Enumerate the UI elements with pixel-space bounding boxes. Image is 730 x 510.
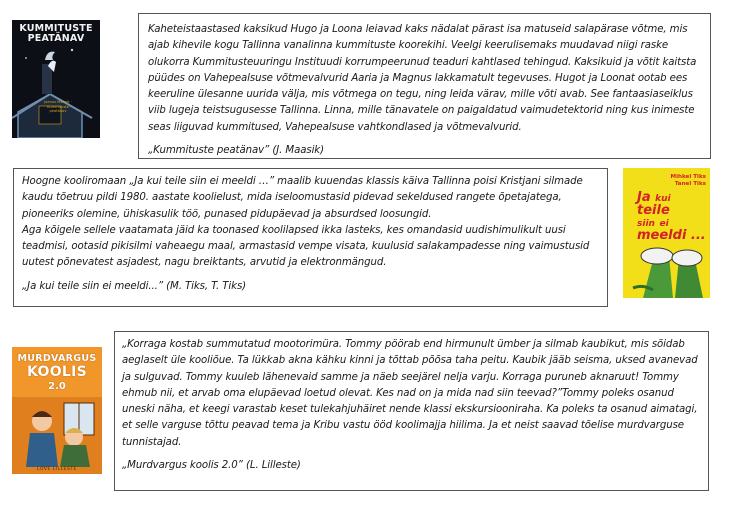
cover-title: 2.0: [48, 381, 66, 392]
book-source: „Ja kui teile siin ei meeldi...” (M. Tiks, T. Tiks): [22, 280, 247, 292]
book-description-box: [114, 331, 709, 491]
book-source: „Kummituste peatänav” (J. Maasik): [148, 145, 324, 157]
cover-title: Ja kui teile siin ei meeldi ...: [637, 190, 706, 243]
cover-title: MURDVARGUS: [17, 353, 97, 364]
book-description: Aga kõigele sellele vaatamata jäid ka toonased koolilapsed ikka lasteks, kes omandasid uudishimulikult uusi teadmisi, ootasid pikisilmi vaheaegu maal, armastasid vempe visata, kuulusid salakampadesse ning vaimustusid uutest põnevatest asjadest, nagu breiktants, arvutid ja elektronmängud.: [22, 224, 590, 269]
book-cover-ja-kui-teile-siin-ei-meeldi: [623, 168, 710, 298]
book-description: „Korraga kostab summutatud mootorimüra. Tommy pöörab end hirmunult ümber ja silmab kaubikut, mis sõidab aeglaselt üle kooliõue. Ta lükkab akna kähku kinni ja tõttab põõsa taha peitu. Kaubik jääb seisma, uksed avanevad ja sulguvad. Tommy kuuleb lähenevaid samme ja näeb seejärel nelja varju. Korraga puruneb aknaruut! Tommy ehmub nii, et arvab oma elupäevad loetud olevat. Kes nad on ja mida nad siin teevad?”Tommy poleks osanud uneski näha, et keegi varastab keset tulekahjuhäiret nende klassi ekskursiooniraha. Ka poleks ta osanud aimatagi, et selle varguse tõttu peavad tema ja Kribu vastu ööd koolimajja hiilima. Ja et neist saavad tõelise murdvarguse tunnistajad.: [122, 339, 698, 448]
book-description: Hoogne kooliromaan „Ja kui teile siin ei meeldi …” maalib kuuendas klassis käiva Tallinna poisi Kristjani silmade kaudu tõetruu pildi 1980. aastate koolielust, mida iseloomustasid pidevad sekeldused rangete õpetajatega, pioneeriks olemine, ühiskasulik töö, punased pidupäevad ja absurdsed loosungid.: [22, 176, 583, 220]
book-description-box: [13, 168, 608, 307]
cover-authors: Mihkel Tiks Tanel Tiks: [670, 174, 706, 187]
book-cover-kummituste-peatanav: [12, 20, 100, 138]
cover-author: Jaanus Maasik · Kummituste peatänav: [44, 100, 72, 113]
book-description: Kaheteistaastased kaksikud Hugo ja Loona leiavad kaks nädalat pärast isa matuseid salapärase võtme, mis ajab kihevile kogu Tallinna vanalinna kummituste koorekihi. Veelgi keerulisemaks muudavad niigi raske olukorra Kummitusteuuringu Instituudi korrumpeerunud teaduri kahtlased tehingud. Kaksikuid ja võtit kaitsta püüdes on Vahepealsuse võtmevalvurid Aaria ja Magnus lakkamatult tegevuses. Hugot ja Loonat ootab ees keeruline ülesanne uurida välja, mis võtmega on tegu, ning leida värav, mille võti avab. See fantaasiaseiklus viib lugeja teistsugusesse Tallinna. Linna, mille tänavatele on paigaldatud vaimudetektorid ning kus inimeste seas liiguvad kummitused, Vahepealsuse vahtkondlased ja võtmevalvurid.: [148, 24, 697, 133]
book-source: „Murdvargus koolis 2.0” (L. Lilleste): [122, 460, 301, 472]
book-description-box: [138, 13, 711, 159]
cover-author: LOVE LILLESTE: [37, 467, 77, 472]
cover-title: KUMMITUSTE PEATÄNAV: [19, 23, 93, 44]
book-cover-murdvargus-koolis: [12, 347, 102, 474]
cover-title: KOOLIS: [26, 364, 88, 380]
